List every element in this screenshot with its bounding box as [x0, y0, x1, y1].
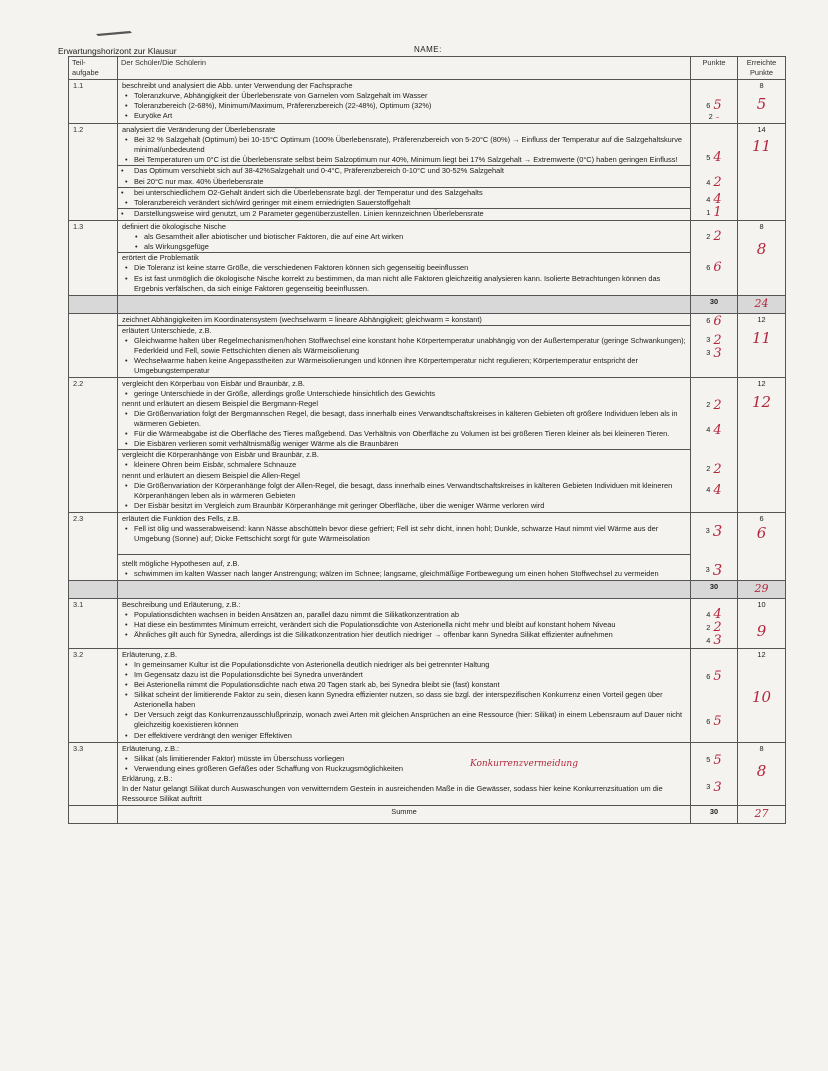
points-cell [691, 221, 738, 295]
criteria [118, 512, 691, 580]
section-score: 6 [756, 523, 767, 542]
criteria-bullet: • Silikat (als limitierender Faktor) müsste im Überschuss vorliegen [122, 754, 686, 764]
task-id: 2.2 [69, 377, 118, 512]
criteria-bullet: • Das Optimum verschiebt sich auf 38-42%Salzgehalt und 0-4°C, Präferenzbereich 0-10°C und 30-52% Salzgehalt [118, 165, 690, 176]
criteria-bullet: • Für die Wärmeabgabe ist die Oberfläche des Tieres maßgebend. Das Verhältnis von Oberfläche zu Volumen ist bei größeren Tieren kleiner als bei kleineren Tieren. [122, 429, 686, 439]
total-score: 27 [738, 805, 786, 823]
points-cell [691, 313, 738, 377]
criteria-bullet: • geringe Unterschiede in der Größe, allerdings große Unterschiede hinsichtlich des Gewichts [122, 389, 686, 399]
criteria-bullet: • als Gesamtheit aller abiotischer und biotischer Faktoren, die auf eine Art wirken [122, 232, 686, 242]
section-score: 10 [751, 688, 772, 707]
subtotal-score: 24 [738, 295, 786, 313]
criteria-bullet: • Euryöke Art [122, 111, 686, 121]
subtotal-score: 29 [738, 581, 786, 599]
achieved-cell [738, 80, 786, 124]
task-id: 3.1 [69, 599, 118, 649]
criteria-bullet: • Der effektivere verdrängt den weniger Effektiven [122, 731, 686, 741]
col-achieved: Erreichte Punkte [738, 57, 786, 80]
criteria-intro: erläutert die Funktion des Fells, z.B. [122, 513, 240, 523]
max-points: 3 [705, 565, 710, 575]
section-max: 10 [757, 600, 766, 610]
awarded-points: 3 [712, 560, 723, 579]
criteria-intro: Erklärung, z.B.: [122, 773, 173, 783]
max-points: 6 [706, 100, 711, 110]
awarded-points: 3 [713, 779, 722, 795]
awarded-points: 4 [713, 607, 722, 623]
max-points: 3 [706, 348, 711, 358]
criteria-intro: Erläuterung, z.B. [122, 650, 178, 660]
criteria-bullet: • Ähnliches gilt auch für Synedra, allerdings ist die Silikatkonzentration hier deutlich niedriger → offenbar kann Synedra Silikat effizienter aufnehmen [122, 630, 686, 640]
max-points: 4 [706, 194, 711, 204]
table-row-3-2 [69, 649, 786, 743]
table-row-3-1 [69, 599, 786, 649]
col-task: Teil- aufgabe [69, 57, 118, 80]
total-max: 30 [691, 805, 738, 823]
criteria-text: In der Natur gelangt Silikat durch Auswaschungen von verwitterndem Gestein in ausreichenden Maße in die Gewässer, sodass hier keine Konkurrenzsituation um die Ressource Silikat auftritt [122, 783, 663, 803]
awarded-points: 4 [713, 150, 722, 166]
criteria-bullet: • Silikat scheint der limitierende Faktor zu sein, diesen kann Synedra effizienter nutzen, so dass sie bzgl. der interspezifischen Konkurrenz einen Vorteil gegen über Asterionella haben [122, 690, 686, 710]
table-row-1-2 [69, 124, 786, 221]
name-label: NAME: [414, 45, 442, 54]
col-points: Punkte [691, 57, 738, 80]
document-title: Erwartungshorizont zur Klausur [58, 46, 177, 56]
handwritten-note: Konkurrenzvermeidung [470, 758, 578, 769]
section-score: 11 [751, 137, 772, 156]
criteria-intro: vergleicht die Körperanhänge von Eisbär und Braunbär, z.B. [118, 449, 690, 460]
section-score: 5 [756, 95, 767, 114]
criteria [118, 599, 691, 649]
table-row-2-2 [69, 377, 786, 512]
criteria-bullet: • kleinere Ohren beim Eisbär, schmalere Schnauze [122, 460, 686, 470]
points-cell [691, 512, 738, 580]
max-points: 6 [706, 316, 711, 326]
awarded-points: 4 [713, 192, 722, 208]
criteria-bullet: • Es ist fast unmöglich die ökologische Nische korrekt zu bestimmen, da man nicht alle Faktoren gleichzeitig analysieren kann. Isolierte Betrachtungen können das Ergebnis verfälschen, da sich einige Faktoren gegenseitig beeinflussen. [122, 274, 686, 294]
achieved-cell [738, 512, 786, 580]
criteria-bullet: • bei unterschiedlichem O2-Gehalt ändert sich die Überlebensrate bzgl. der Temperatur und des Salzgehalts [118, 187, 690, 198]
points-cell [691, 124, 738, 221]
max-points: 4 [706, 635, 711, 645]
criteria-intro: vergleicht den Körperbau von Eisbär und Braunbär, z.B. [122, 378, 305, 388]
task-id: 3.3 [69, 742, 118, 805]
section-max: 14 [757, 125, 766, 135]
achieved-cell [738, 649, 786, 743]
task-id: 2.3 [69, 512, 118, 580]
criteria-bullet: • als Wirkungsgefüge [122, 242, 686, 252]
criteria-bullet: • Der Eisbär besitzt im Vergleich zum Braunbär Körperanhänge mit geringer Oberfläche, über die weniger Wärme verloren wird [122, 501, 686, 511]
section-max: 8 [759, 743, 764, 753]
awarded-points: 6 [713, 260, 722, 276]
max-points: 2 [708, 112, 713, 122]
criteria [118, 124, 691, 221]
section-score: 8 [756, 240, 767, 259]
criteria-bullet: • Hat diese ein bestimmtes Minimum erreicht, verändert sich die Populationsdichte von Asterionella nicht mehr und bleibt auf konstant hohem Niveau [122, 620, 686, 630]
awarded-points: 3 [713, 633, 722, 649]
section-score: 9 [756, 622, 767, 641]
max-points: 6 [706, 716, 711, 726]
criteria-intro: definiert die ökologische Nische [122, 222, 226, 232]
awarded-points: 2 [713, 397, 722, 413]
max-points: 4 [706, 177, 711, 187]
section-score: 8 [756, 761, 767, 780]
criteria-bullet: • Im Gegensatz dazu ist die Populationsdichte bei Synedra unverändert [122, 670, 686, 680]
points-cell [691, 599, 738, 649]
sum-label: Summe [118, 805, 691, 823]
criteria-intro: Erläuterung, z.B.: [122, 743, 180, 753]
table-row-1-1 [69, 80, 786, 124]
criteria-bullet: • Bei Temperaturen um 0°C ist die Überlebensrate selbst beim Salzoptimum nur 40%, Minimum liegt bei 17% Salzgehalt → Extremwerte (0°C) haben geringen Einfluss! [122, 155, 686, 165]
awarded-points: 1 [713, 205, 722, 221]
criteria-bullet: • In gemeinsamer Kultur ist die Populationsdichte von Asterionella deutlich niedriger als bei getrennter Haltung [122, 660, 686, 670]
achieved-cell [738, 599, 786, 649]
criteria-bullet: • Bei Asterionella nimmt die Populationsdichte nach etwa 20 Tagen stark ab, bei Synedra bleibt sie (fast) konstant [122, 680, 686, 690]
points-cell [691, 377, 738, 512]
max-points: 1 [706, 207, 711, 217]
criteria [118, 221, 691, 295]
criteria-intro: nennt und erläutert an diesem Beispiel die Bergmann-Regel [122, 399, 318, 409]
achieved-cell [738, 124, 786, 221]
table-row-2-1 [69, 313, 786, 377]
section-max: 6 [759, 513, 764, 523]
max-points: 4 [706, 425, 711, 435]
awarded-points: 5 [713, 98, 722, 114]
criteria-intro: analysiert die Veränderung der Überlebensrate [122, 125, 276, 135]
subtotal-max: 30 [691, 295, 738, 313]
max-points: 2 [706, 622, 711, 632]
task-id: 1.3 [69, 221, 118, 295]
subtotal-max: 30 [691, 581, 738, 599]
criteria-intro: erörtert die Problematik [118, 252, 690, 263]
section-max: 12 [757, 378, 766, 388]
section-max: 8 [759, 81, 764, 91]
paper-clip-icon [94, 28, 134, 38]
awarded-points: 4 [713, 422, 722, 438]
criteria [118, 313, 691, 377]
awarded-points: – [715, 112, 720, 122]
criteria-intro: zeichnet Abhängigkeiten im Koordinatensystem (wechselwarm = lineare Abhängigkeit; gleichwarm = konstant) [122, 314, 482, 324]
criteria-bullet: • Die Eisbären verlieren somit verhältnismäßig weniger Wärme als die Braunbären [122, 439, 686, 449]
awarded-points: 2 [713, 332, 722, 348]
criteria-bullet: • Populationsdichten wachsen in beiden Ansätzen an, parallel dazu nimmt die Silikatkonzentration ab [122, 610, 686, 620]
criteria-bullet: • Fell ist ölig und wasserabweisend: kann Nässe abschütteln bevor diese gefriert; Fell ist sehr dicht, innen hohl; Dunkle, schwarze Haut nimmt viel Wärme aus der Umgebung (Sonne) auf; Dicke Fettschicht sorgt für gute Wärmeisolation [122, 524, 686, 544]
criteria [118, 742, 691, 805]
table-row-2-3 [69, 512, 786, 580]
max-points: 4 [706, 485, 711, 495]
max-points: 5 [706, 755, 711, 765]
criteria-bullet: • Toleranzbereich (2-68%), Minimum/Maximum, Präferenzbereich (22-48%), Optimum (32%) [122, 101, 686, 111]
criteria-bullet: • schwimmen im kalten Wasser nach langer Anstrengung; wälzen im Schnee; langsame, gleichmäßige Fortbewegung um einen hohen Stoffwechsel zu vermeiden [122, 569, 686, 579]
awarded-points: 5 [713, 714, 722, 730]
criteria [118, 377, 691, 512]
criteria-bullet: • Toleranzkurve, Abhängigkeit der Überlebensrate von Garnelen vom Salzgehalt im Wasser [122, 91, 686, 101]
criteria-bullet: • Verwendung eines größeren Gefäßes oder Schaffung von Ruckzugsmöglichkeiten [122, 764, 686, 774]
criteria-bullet: • Toleranzbereich verändert sich/wird geringer mit einem erniedrigten Sauerstoffgehalt [122, 198, 686, 208]
criteria [118, 649, 691, 743]
criteria [118, 80, 691, 124]
criteria-bullet: • Die Größenvariation folgt der Bergmannschen Regel, die besagt, dass innerhalb eines Verwandtschaftskreises in kälteren Gebieten oft größere Individuen leben als in wärmeren Gebieten. [122, 409, 686, 429]
criteria-bullet: • Wechselwarme haben keine Angepasstheiten zur Wärmeisolierungen und können ihre Körpertemperatur nicht regulieren; Körpertemperatur entspricht der Umgebungstemperatur [122, 356, 686, 376]
points-cell [691, 742, 738, 805]
awarded-points: 2 [713, 461, 722, 477]
section-max: 12 [757, 650, 766, 660]
max-points: 3 [706, 335, 711, 345]
table-row-3-3 [69, 742, 786, 805]
col-student: Der Schüler/Die Schülerin [118, 57, 691, 80]
max-points: 5 [706, 152, 711, 162]
criteria-intro: nennt und erläutert an diesem Beispiel die Allen-Regel [122, 470, 300, 480]
awarded-points: 4 [713, 482, 722, 498]
max-points: 2 [706, 464, 711, 474]
section-max: 8 [759, 222, 764, 232]
max-points: 3 [706, 782, 711, 792]
criteria-bullet: • Der Versuch zeigt das Konkurrenzausschlußprinzip, wonach zwei Arten mit gleichen Ansprüchen an eine Ressource (hier: Silikat) in einem Lebensraum auf Dauer nicht gleichzeitig koexistieren können [122, 710, 686, 730]
criteria-bullet: • Bei 20°C nur max. 40% Überlebensrate [122, 177, 686, 187]
table-row-1-3 [69, 221, 786, 295]
max-points: 3 [705, 526, 710, 536]
task-id: 1.1 [69, 80, 118, 124]
criteria-bullet: • Die Größenvariation der Körperanhänge folgt der Allen-Regel, die besagt, dass innerhalb eines Verwandtschaftskreises in kälteren Gebieten Individuen mit kleineren Körperanhängen leben als in wärmeren Gebieten [122, 481, 686, 501]
grading-table [68, 56, 786, 824]
criteria-intro: stellt mögliche Hypothesen auf, z.B. [118, 554, 690, 569]
awarded-points: 2 [713, 620, 722, 636]
criteria-bullet: • Bei 32 % Salzgehalt (Optimum) bei 10-15°C Optimum (100% Überlebensrate), Präferenzbereich von 5-20°C (80%) → Einfluss der Temperatur auf die Salzgehaltskurve minimal/unbedeutend [122, 135, 686, 155]
points-cell [691, 649, 738, 743]
subtotal-row-1 [69, 295, 786, 313]
max-points: 2 [706, 231, 711, 241]
criteria-intro: erläutert Unterschiede, z.B. [118, 325, 690, 336]
awarded-points: 5 [713, 669, 722, 685]
achieved-cell [738, 377, 786, 512]
awarded-points: 5 [713, 752, 722, 768]
max-points: 6 [706, 671, 711, 681]
criteria-bullet: • Die Toleranz ist keine starre Größe, die verschiedenen Faktoren können sich gegenseitig beeinflussen [122, 263, 686, 273]
achieved-cell [738, 313, 786, 377]
section-score: 12 [751, 393, 772, 412]
subtotal-row-2 [69, 581, 786, 599]
max-points: 2 [706, 400, 711, 410]
achieved-cell [738, 742, 786, 805]
section-max: 12 [757, 314, 766, 324]
criteria-bullet: • Gleichwarme halten über Regelmechanismen/hohen Stoffwechsel eine konstant hohe Körpertemperatur unabhängig von der Außertemperatur (geringe Schwankungen); Federkleid und Fell, sowie Fettschichten dienen als Wärmeisolierung [122, 336, 686, 356]
max-points: 4 [706, 609, 711, 619]
task-id [69, 313, 118, 377]
awarded-points: 2 [713, 229, 722, 245]
awarded-points: 3 [713, 345, 722, 361]
section-score: 11 [751, 328, 772, 347]
criteria-bullet: • Darstellungsweise wird genutzt, um 2 Parameter gegenüberzustellen. Linien kennzeichnen Überlebensrate [118, 208, 690, 219]
total-row [69, 805, 786, 823]
criteria-intro: beschreibt und analysiert die Abb. unter Verwendung der Fachsprache [122, 81, 353, 91]
achieved-cell [738, 221, 786, 295]
criteria-intro: Beschreibung und Erläuterung, z.B.: [122, 600, 241, 610]
points-cell [691, 80, 738, 124]
awarded-points: 3 [712, 521, 723, 540]
awarded-points: 2 [713, 175, 722, 191]
awarded-points: 6 [713, 313, 722, 329]
table-header-row [69, 57, 786, 80]
max-points: 6 [706, 262, 711, 272]
task-id: 1.2 [69, 124, 118, 221]
task-id: 3.2 [69, 649, 118, 743]
